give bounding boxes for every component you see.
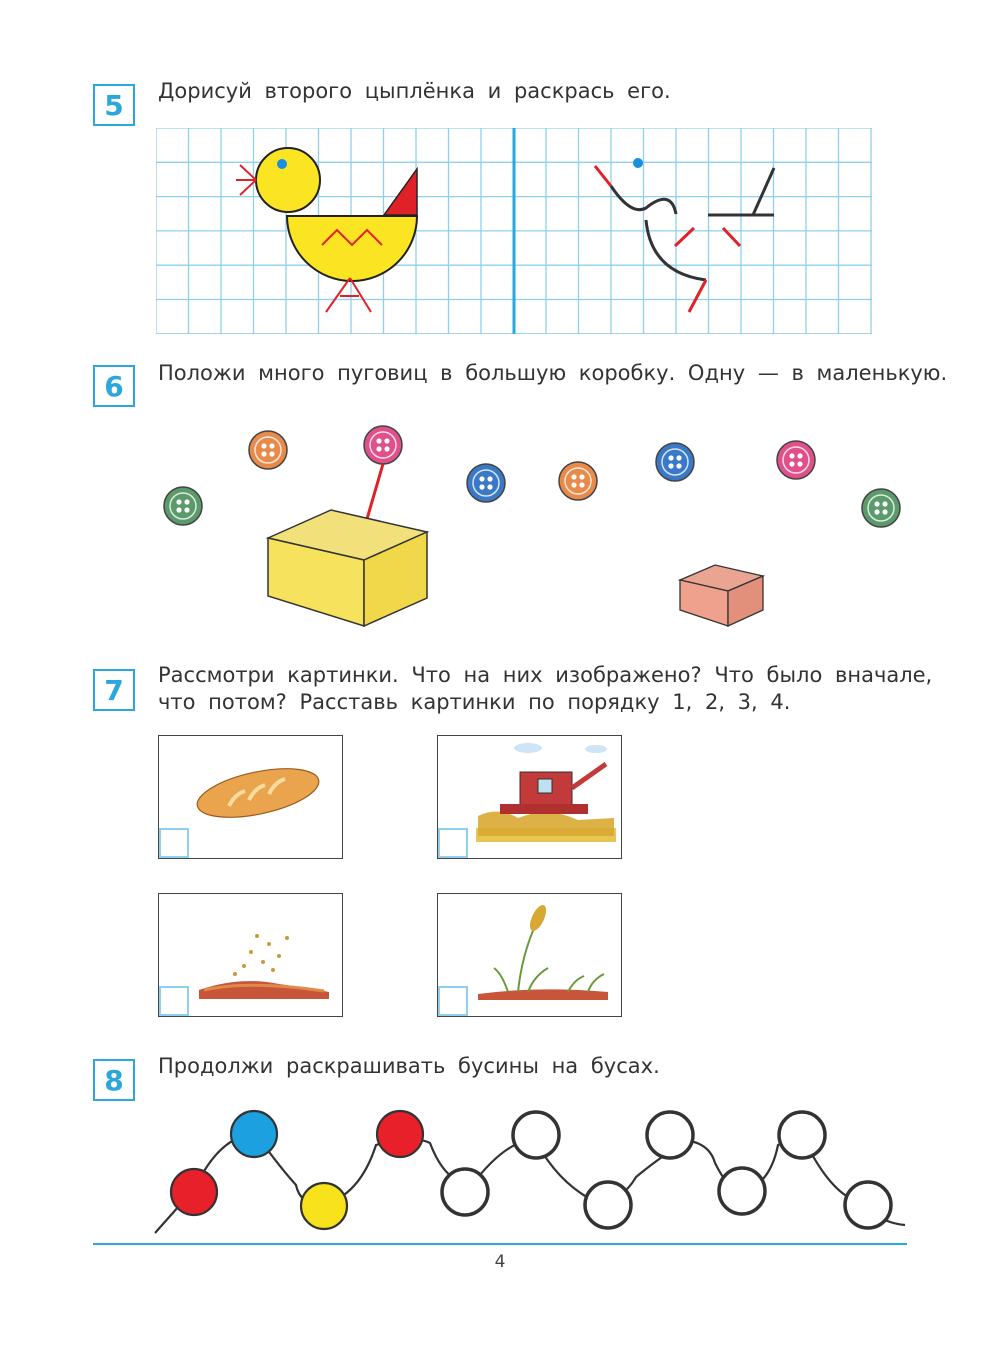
task-7-text-line1: Рассмотри картинки. Что на них изображено? Что было вначале, bbox=[158, 663, 933, 687]
picture-bread[interactable] bbox=[158, 735, 343, 859]
sample-chick bbox=[236, 148, 417, 312]
order-checkbox-4[interactable] bbox=[438, 986, 468, 1016]
bead-colored bbox=[231, 1111, 277, 1157]
order-checkbox-3[interactable] bbox=[159, 986, 189, 1016]
task-number-7: 7 bbox=[93, 669, 135, 711]
task-6-text: Положи много пуговиц в большую коробку. Одну — в маленькую. bbox=[158, 361, 948, 385]
button-green[interactable] bbox=[862, 489, 900, 527]
bead-colored bbox=[301, 1183, 347, 1229]
buttons-scene[interactable] bbox=[150, 420, 930, 635]
bead-empty[interactable] bbox=[779, 1112, 825, 1158]
bead-empty[interactable] bbox=[442, 1169, 488, 1215]
beads-necklace[interactable] bbox=[150, 1105, 920, 1240]
button-pink[interactable] bbox=[777, 441, 815, 479]
task-8-text: Продолжи раскрашивать бусины на бусах. bbox=[158, 1054, 660, 1078]
order-checkbox-1[interactable] bbox=[159, 828, 189, 858]
task-5-text: Дорисуй второго цыплёнка и раскрась его. bbox=[158, 79, 671, 103]
task-number-5: 5 bbox=[93, 84, 135, 126]
bead-colored bbox=[377, 1111, 423, 1157]
big-box[interactable] bbox=[268, 510, 427, 626]
bead-empty[interactable] bbox=[513, 1112, 559, 1158]
partial-chick bbox=[595, 158, 774, 312]
page-number: 4 bbox=[494, 1252, 506, 1272]
button-green[interactable] bbox=[164, 487, 202, 525]
button-orange[interactable] bbox=[249, 431, 287, 469]
bead-empty[interactable] bbox=[585, 1182, 631, 1228]
task-number-6: 6 bbox=[93, 365, 135, 407]
picture-harvester[interactable] bbox=[437, 735, 622, 859]
task-number-8: 8 bbox=[93, 1059, 135, 1101]
button-pink[interactable] bbox=[364, 426, 402, 464]
chick-grid[interactable] bbox=[156, 128, 872, 334]
bead-empty[interactable] bbox=[719, 1168, 765, 1214]
task-7-text-line2: что потом? Расставь картинки по порядку 1, 2, 3, 4. bbox=[158, 690, 791, 714]
picture-sprout[interactable] bbox=[437, 893, 622, 1017]
bead-colored bbox=[171, 1169, 217, 1215]
order-checkbox-2[interactable] bbox=[438, 828, 468, 858]
button-blue[interactable] bbox=[656, 443, 694, 481]
button-blue[interactable] bbox=[467, 464, 505, 502]
small-box[interactable] bbox=[680, 565, 763, 626]
bead-empty[interactable] bbox=[845, 1182, 891, 1228]
footer-rule bbox=[93, 1243, 907, 1245]
picture-seeds[interactable] bbox=[158, 893, 343, 1017]
bead-empty[interactable] bbox=[647, 1112, 693, 1158]
button-orange[interactable] bbox=[559, 462, 597, 500]
